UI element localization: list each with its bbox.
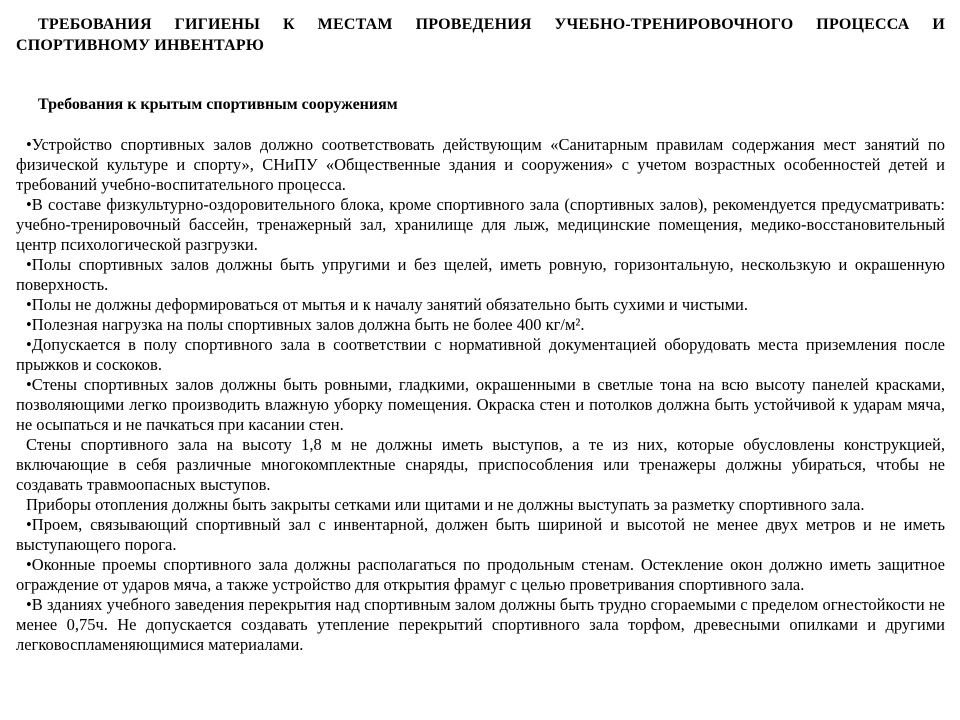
paragraph: •Полы спортивных залов должны быть упругими и без щелей, иметь ровную, горизонтальную, нескользкую и окрашенную поверхность. [16,255,945,294]
paragraph: •Оконные проемы спортивного зала должны располагаться по продольным стенам. Остекление окон должно иметь защитное ограждение от ударов мяча, а также устройство для открытия фрамуг с целью проветривания спортивного зала. [16,555,945,594]
paragraph: •Допускается в полу спортивного зала в соответствии с нормативной документацией оборудовать места приземления после прыжков и соскоков. [16,335,945,374]
paragraph: •Полезная нагрузка на полы спортивных залов должна быть не более 400 кг/м². [26,315,585,334]
paragraph: •В составе физкультурно-оздоровительного блока, кроме спортивного зала (спортивных залов), рекомендуется предусматривать: учебно-тренировочный бассейн, тренажерный зал, хранилище для лыж, медицинские помещения, медико-восстановительный центр психологической разгрузки. [16,195,945,254]
paragraph: •Стены спортивных залов должны быть ровными, гладкими, окрашенными в светлые тона на всю высоту панелей красками, позволяющими легко производить влажную уборку помещения. Окраска стен и потолков должна быть устойчивой к ударам мяча, не осыпаться и не пачкаться при касании стен. [16,375,945,434]
section-heading: Требования к крытым спортивным сооружениям [38,96,398,113]
paragraph: •В зданиях учебного заведения перекрытия над спортивным залом должны быть трудно сгораемыми с пределом огнестойкости не менее 0,75ч. Не допускается создавать утепление перекрытий спортивного зала торфом, древесными опилками и другими легковоспламеняющимися материалами. [16,595,945,654]
paragraph: •Устройство спортивных залов должно соответствовать действующим «Санитарным правилам содержания мест занятий по физической культуре и спорту», СНиПУ «Общественные здания и сооружения» с учетом возрастных особенностей детей и требований учебно-воспитательного процесса. [16,135,945,194]
document-title: ТРЕБОВАНИЯ ГИГИЕНЫ К МЕСТАМ ПРОВЕДЕНИЯ УЧЕБНО-ТРЕНИРОВОЧНОГО ПРОЦЕССА И СПОРТИВНОМУ ИНВЕНТАРЮ [16,16,945,54]
paragraph: •Проем, связывающий спортивный зал с инвентарной, должен быть шириной и высотой не менее двух метров и не иметь выступающего порога. [16,515,945,554]
document-body [16,135,945,655]
paragraph: •Полы не должны деформироваться от мытья и к началу занятий обязательно быть сухими и чистыми. [26,295,749,314]
paragraph: Стены спортивного зала на высоту 1,8 м не должны иметь выступов, а те из них, которые обусловлены конструкцией, включающие в себя различные многокомплектные снаряды, приспособления или тренажеры должны убираться, чтобы не создавать травмоопасных выступов. [16,435,945,494]
paragraph: Приборы отопления должны быть закрыты сетками или щитами и не должны выступать за разметку спортивного зала. [26,495,865,514]
